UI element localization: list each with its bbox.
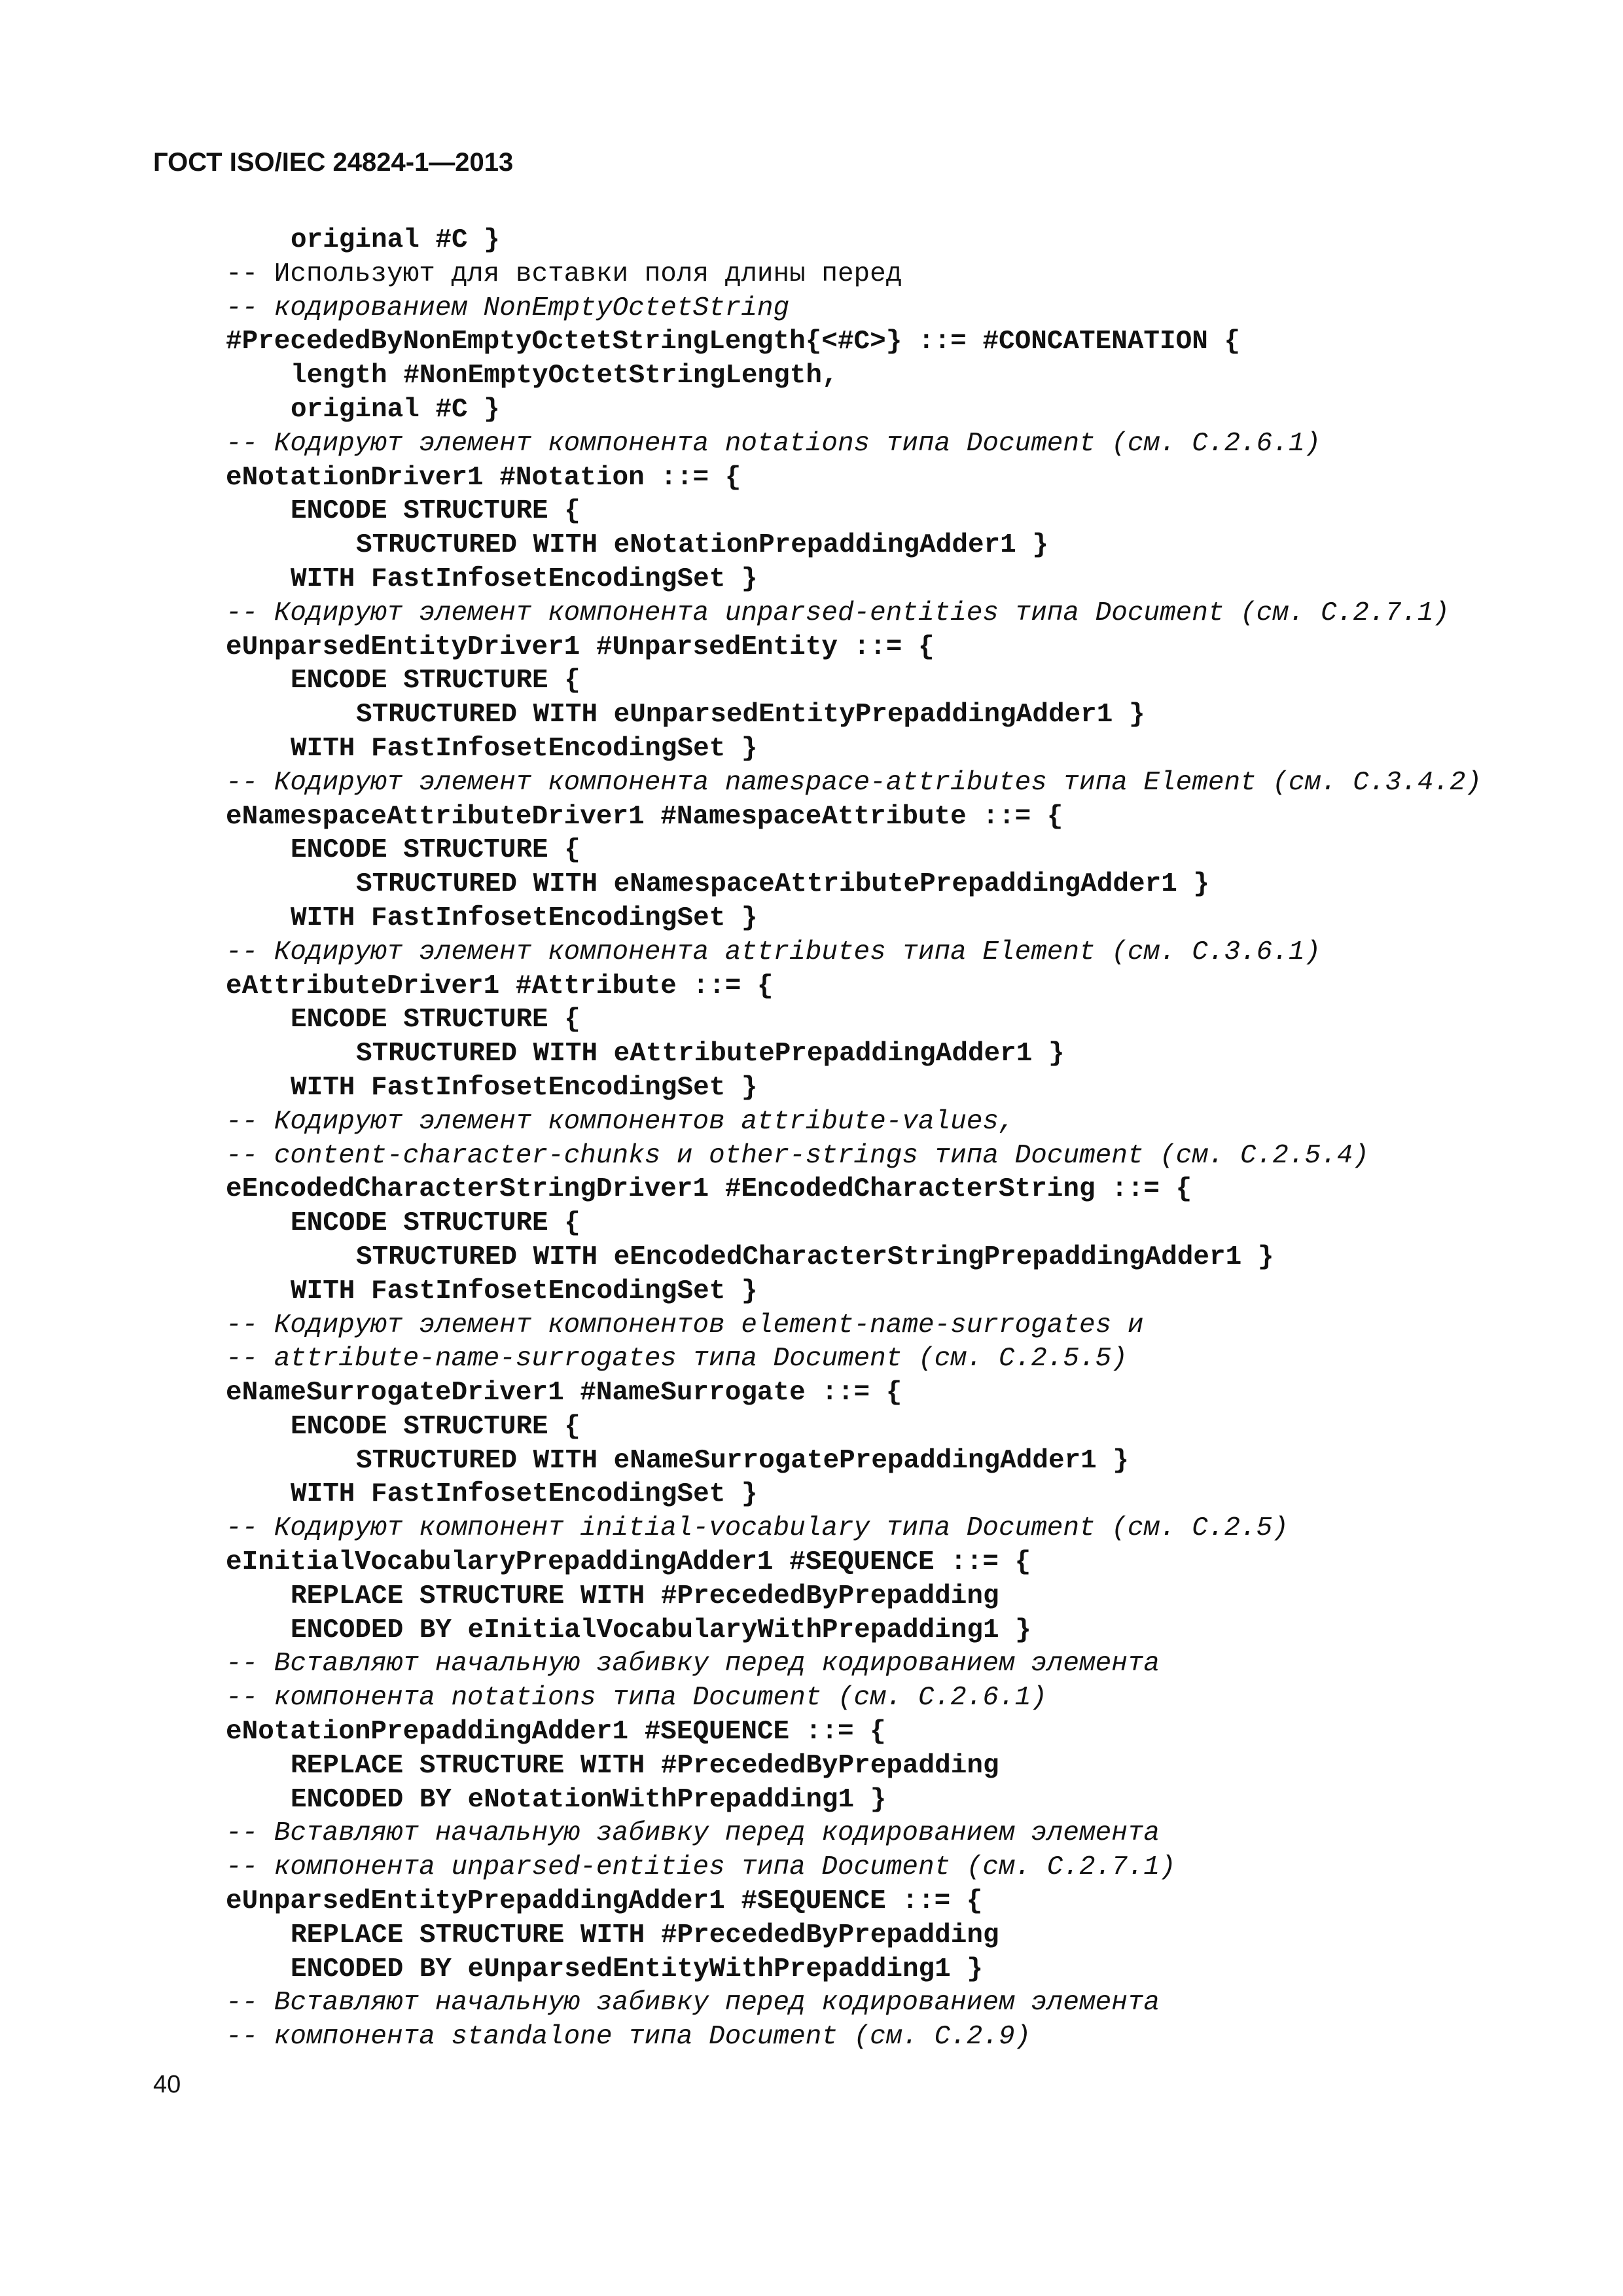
- code-line: [226, 461, 1482, 495]
- code-line: [226, 1071, 1482, 1105]
- code-line: [226, 393, 1482, 427]
- code-line-text: original #C }: [291, 394, 500, 425]
- code-line: [226, 1580, 1482, 1614]
- code-line-text: ENCODED BY eUnparsedEntityWithPrepadding1 }: [291, 1954, 983, 1984]
- code-line: [226, 1003, 1482, 1037]
- code-line: [226, 1546, 1482, 1580]
- code-line-text: -- компонента standalone типа Document (см. С.2.9): [226, 2022, 1031, 2053]
- code-line-text: WITH FastInfosetEncodingSet }: [291, 564, 758, 594]
- code-line-text: ENCODED BY eNotationWithPrepadding1 }: [291, 1784, 887, 1815]
- code-line-text: -- Вставляют начальную забивку перед кодированием элемента: [226, 1818, 1160, 1849]
- code-line: [226, 800, 1482, 834]
- code-line: [226, 1444, 1482, 1479]
- code-line: [226, 1207, 1482, 1241]
- code-line-text: eEncodedCharacterStringDriver1 #EncodedCharacterString ::= {: [226, 1174, 1192, 1205]
- code-line: [226, 529, 1482, 563]
- page-number: 40: [153, 2071, 181, 2098]
- code-line-text: -- Вставляют начальную забивку перед кодированием элемента: [226, 1649, 1160, 1679]
- standard-id: ГОСТ ISO/IEC 24824-1—2013: [153, 148, 514, 177]
- code-line-text: length #NonEmptyOctetStringLength,: [291, 361, 838, 391]
- code-comment-line: [226, 292, 1482, 326]
- code-comment-line: [226, 766, 1482, 800]
- code-line: [226, 1885, 1482, 1919]
- code-line-text: -- Вставляют начальную забивку перед кодированием элемента: [226, 1988, 1160, 2018]
- code-line-text: ENCODED BY eInitialVocabularyWithPrepadding1 }: [291, 1615, 1031, 1645]
- code-line-text: ENCODE STRUCTURE {: [291, 496, 580, 527]
- code-line-text: eNamespaceAttributeDriver1 #NamespaceAttribute ::= {: [226, 801, 1063, 832]
- code-line-text: -- компонента unparsed-entities типа Document (см. С.2.7.1): [226, 1852, 1176, 1883]
- code-line: [226, 1410, 1482, 1444]
- code-line: [226, 698, 1482, 732]
- code-line-text: -- кодированием NonEmptyOctetString: [226, 293, 790, 323]
- code-line-text: -- Кодируют компонент initial-vocabulary типа Document (см. С.2.5): [226, 1513, 1289, 1544]
- code-line: [226, 732, 1482, 766]
- code-line: [226, 970, 1482, 1004]
- code-comment-line: [226, 1105, 1482, 1139]
- code-line-text: eNameSurrogateDriver1 #NameSurrogate ::= {: [226, 1378, 902, 1408]
- code-line-text: STRUCTURED WITH eNotationPrepaddingAdder1 }: [356, 530, 1048, 561]
- code-comment-line: [226, 2020, 1482, 2054]
- code-line-text: eAttributeDriver1 #Attribute ::= {: [226, 971, 774, 1001]
- code-comment-line: [226, 1681, 1482, 1715]
- code-line: [226, 495, 1482, 529]
- code-listing: [226, 224, 1482, 2054]
- code-line-text: -- Кодируют элемент компонента notations типа Document (см. С.2.6.1): [226, 428, 1321, 459]
- code-line: [226, 1275, 1482, 1309]
- code-comment-line: [226, 1851, 1482, 1885]
- code-line-text: eUnparsedEntityPrepaddingAdder1 #SEQUENCE ::= {: [226, 1886, 983, 1917]
- code-comment-line: [226, 427, 1482, 461]
- code-line: [226, 1919, 1482, 1953]
- code-line-text: STRUCTURED WITH eUnparsedEntityPrepaddingAdder1 }: [356, 700, 1145, 730]
- code-line-text: -- Кодируют элемент компонентов attribute-values,: [226, 1106, 1015, 1137]
- code-comment-line: [226, 936, 1482, 970]
- code-line-text: WITH FastInfosetEncodingSet }: [291, 1276, 758, 1306]
- code-line-text: -- Кодируют элемент компонентов element-name-surrogates и: [226, 1310, 1144, 1340]
- code-line: [226, 359, 1482, 393]
- code-comment-line: [226, 1647, 1482, 1681]
- code-line-text: ENCODE STRUCTURE {: [291, 1005, 580, 1035]
- code-line-text: STRUCTURED WITH eEncodedCharacterStringPrepaddingAdder1 }: [356, 1242, 1274, 1272]
- code-line: [226, 834, 1482, 868]
- code-line-text: REPLACE STRUCTURE WITH #PrecededByPrepadding: [291, 1750, 999, 1781]
- code-line-text: original #C }: [291, 225, 500, 255]
- code-line-text: WITH FastInfosetEncodingSet }: [291, 1479, 758, 1510]
- code-line-text: #PrecededByNonEmptyOctetStringLength{<#C>} ::= #CONCATENATION {: [226, 327, 1241, 357]
- code-line: [226, 1614, 1482, 1648]
- code-line-text: ENCODE STRUCTURE {: [291, 1208, 580, 1239]
- code-line: [226, 563, 1482, 597]
- code-line: [226, 1173, 1482, 1207]
- code-comment-line: [226, 1817, 1482, 1851]
- code-line: [226, 1749, 1482, 1784]
- code-line-text: WITH FastInfosetEncodingSet }: [291, 733, 758, 764]
- code-line-text: REPLACE STRUCTURE WITH #PrecededByPrepadding: [291, 1581, 999, 1611]
- code-comment-line: [226, 1139, 1482, 1174]
- code-line-text: -- Кодируют элемент компонента attributes типа Element (см. С.3.6.1): [226, 937, 1321, 967]
- code-line: [226, 325, 1482, 359]
- code-line-text: -- компонента notations типа Document (см. С.2.6.1): [226, 1683, 1047, 1713]
- code-line: [226, 1241, 1482, 1275]
- code-line: [226, 1784, 1482, 1818]
- code-comment-line: [226, 1512, 1482, 1546]
- code-line: [226, 1478, 1482, 1512]
- code-line-text: eNotationDriver1 #Notation ::= {: [226, 462, 741, 493]
- code-line: [226, 224, 1482, 258]
- code-line: [226, 868, 1482, 902]
- code-line-text: STRUCTURED WITH eNamespaceAttributePrepaddingAdder1 }: [356, 869, 1210, 900]
- code-line-text: REPLACE STRUCTURE WITH #PrecededByPrepadding: [291, 1920, 999, 1950]
- code-line: [226, 1715, 1482, 1749]
- code-line: [226, 631, 1482, 665]
- code-line-text: -- attribute-name-surrogates типа Document (см. С.2.5.5): [226, 1344, 1128, 1374]
- code-comment-line: [226, 1342, 1482, 1376]
- document-header: [153, 148, 513, 177]
- code-line-text: -- Используют для вставки поля длины перед: [226, 259, 902, 289]
- code-line-text: -- content-character-chunks и other-strings типа Document (см. С.2.5.4): [226, 1140, 1369, 1171]
- code-comment-line: [226, 597, 1482, 631]
- code-comment-line: [226, 258, 1482, 292]
- code-line-text: eNotationPrepaddingAdder1 #SEQUENCE ::= {: [226, 1717, 886, 1748]
- code-line-text: -- Кодируют элемент компонента unparsed-entities типа Document (см. С.2.7.1): [226, 598, 1450, 628]
- code-line-text: ENCODE STRUCTURE {: [291, 835, 580, 866]
- code-line-text: ENCODE STRUCTURE {: [291, 1411, 580, 1442]
- code-line-text: -- Кодируют элемент компонента namespace-attributes типа Element (см. С.3.4.2): [226, 767, 1482, 798]
- code-line-text: ENCODE STRUCTURE {: [291, 666, 580, 696]
- code-line-text: STRUCTURED WITH eNameSurrogatePrepaddingAdder1 }: [356, 1445, 1129, 1476]
- code-line-text: WITH FastInfosetEncodingSet }: [291, 1072, 758, 1103]
- code-line: [226, 1037, 1482, 1071]
- code-line-text: STRUCTURED WITH eAttributePrepaddingAdder1 }: [356, 1039, 1065, 1069]
- code-comment-line: [226, 1309, 1482, 1343]
- code-line: [226, 664, 1482, 698]
- code-comment-line: [226, 1986, 1482, 2020]
- code-line-text: eInitialVocabularyPrepaddingAdder1 #SEQUENCE ::= {: [226, 1547, 1031, 1578]
- code-line: [226, 902, 1482, 936]
- code-line: [226, 1376, 1482, 1410]
- code-line-text: WITH FastInfosetEncodingSet }: [291, 903, 758, 933]
- code-line: [226, 1953, 1482, 1987]
- code-line-text: eUnparsedEntityDriver1 #UnparsedEntity ::= {: [226, 632, 935, 662]
